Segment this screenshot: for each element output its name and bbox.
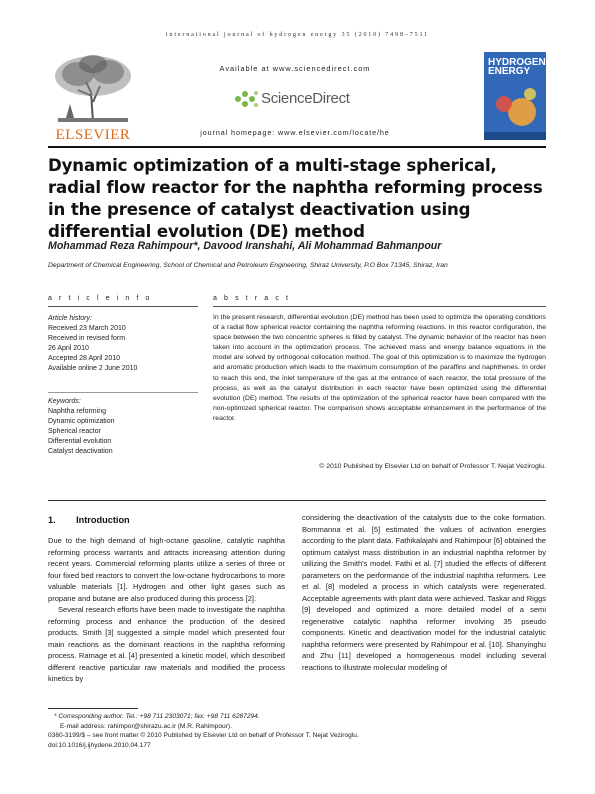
journal-homepage-text: journal homepage: www.elsevier.com/locate/he <box>200 128 390 137</box>
abstract-heading: a b s t r a c t <box>213 295 291 302</box>
intro-paragraph: Several research efforts have been made to investigate the naphtha reforming process and enhance the production of the desired products. Smith [3] suggested a simple model which presented four main reactions as the dominant reactions in the naphtha reforming process. Ramage et al. [4] presented a kinetic model, which described different reactive particular raw materials and modified the process kinetics by <box>48 605 285 683</box>
history-item: Received in revised form <box>48 335 126 342</box>
elsevier-tree-icon <box>48 52 138 126</box>
header-rule <box>48 146 546 148</box>
intro-right-column <box>302 512 546 673</box>
keyword-item: Spherical reactor <box>48 428 101 435</box>
history-item: Accepted 28 April 2010 <box>48 355 120 362</box>
keywords-label: Keywords: <box>48 398 81 405</box>
elsevier-logo <box>48 52 138 144</box>
keyword-item: Dynamic optimization <box>48 418 115 425</box>
email-note: E-mail address: rahimpor@shirazu.ac.ir (M.R. Rahimpour). <box>60 722 232 730</box>
keywords <box>48 397 198 457</box>
article-title: Dynamic optimization of a multi-stage spherical, radial flow reactor for the naphtha reforming process in the presence of catalyst deactivation using differential evolution (DE) method <box>48 156 543 241</box>
sciencedirect-wordmark: ScienceDirect <box>261 90 350 107</box>
history-label: Article history: <box>48 315 92 322</box>
abstract-bottom-rule <box>48 500 546 501</box>
keyword-item: Naphtha reforming <box>48 408 106 415</box>
keywords-rule <box>48 392 198 393</box>
keyword-item: Catalyst deactivation <box>48 448 113 455</box>
corresponding-author-note: * Corresponding author. Tel.: +98 711 2303071; fax: +98 711 6287294. <box>54 713 260 720</box>
journal-cover-title: HYDROGEN ENERGY <box>488 57 546 77</box>
sciencedirect-logo <box>233 88 393 110</box>
keyword-item: Differential evolution <box>48 438 112 445</box>
available-at-text: Available at www.sciencedirect.com <box>219 64 371 73</box>
intro-left-column <box>48 535 285 685</box>
journal-cover <box>484 52 546 140</box>
front-matter-note: 0360-3199/$ – see front matter © 2010 Published by Elsevier Ltd on behalf of Professor T. Nejat Veziroglu. <box>48 732 359 740</box>
intro-paragraph: considering the deactivation of the catalysts due to the coke formation. Bommanna et al. [5] estimated the values of activation energies according to the plant data. Fathikalajahi and Rahimpour [6] obtained the optimum catalyst mass distribution in an industrial naphtha reformer by utilizing the Smith's model. Fathi et al. [7] studied the effects of different parameters on the performance of the industrial naphtha reformers. Lee et al. [8] modeled a process in which catalysts were regenerated. Acceptable agreements with plant data were achieved. Taskar and Riggs [9] developed and optimized a more detailed model of a semi regenerative catalytic naphtha reformer involving 35 pseudo components. Kinetic and deactivation model for the industrial catalytic naphtha reformers were presented by Rahimpour et al. [10]. Shanyinghu and Zhu [11] developed a homogeneous model including several reactions to illustrate molecular modeling of <box>302 513 546 672</box>
article-history <box>48 314 198 374</box>
sciencedirect-dots-icon <box>233 89 259 109</box>
intro-heading: 1. Introduction <box>48 515 130 525</box>
doi-note: doi:10.1016/j.ijhydene.2010.04.177 <box>48 741 151 749</box>
history-item: 26 April 2010 <box>48 345 89 352</box>
article-info-heading: a r t i c l e i n f o <box>48 295 153 302</box>
history-item: Received 23 March 2010 <box>48 325 126 332</box>
elsevier-wordmark: ELSEVIER <box>55 127 131 143</box>
footnote-rule <box>48 708 138 709</box>
footnotes <box>48 712 546 750</box>
abstract-rule <box>213 306 546 307</box>
history-item: Available online 2 June 2010 <box>48 365 138 372</box>
cover-art-icon <box>484 52 546 140</box>
article-info-rule <box>48 306 198 307</box>
affiliation: Department of Chemical Engineering, School of Chemical and Petroleum Engineering, Shiraz University, P.O Box 71345, Shiraz, Iran <box>48 262 448 269</box>
author-list: Mohammad Reza Rahimpour*, Davood Iranshahi, Ali Mohammad Bahmanpour <box>48 240 442 252</box>
abstract-copyright: © 2010 Published by Elsevier Ltd on behalf of Professor T. Nejat Veziroglu. <box>319 463 546 470</box>
intro-paragraph: Due to the high demand of high-octane gasoline, catalytic naphtha reforming process warrants and attracts increasing attention during recent years. Commercial reforming plants utilize a series of three or four fixed bed reactors to convert the low-octane hydrocarbons to more valuable materials [1]. Hydrogen and other light gases such as propane and butane are also produced during this process [2]. <box>48 536 286 603</box>
journal-citation-line: international journal of hydrogen energy 35 (2010) 7498–7511 <box>165 31 430 38</box>
abstract-text: In the present research, differential evolution (DE) method has been used to optimize the operating conditions of a radial flow spherical reactor containing the naphtha reforming reactions. In this reactor configuration, the space between the two concentric spheres is filled by catalyst. The dynamic behavior of the reactor has been taken into account in the optimization process. The achieved mass and energy balance equations in the model are solved by orthogonal collocation method. The goal of this optimization is to maximize the hydrogen and aromatic production which leads to the maximum consumption of the paraffins and naphthenes. In order to reach this end, the inlet temperature of the gas at the entrance of each reactor, the total pressure of the process, as well as the catalyst distribution in each reactor have been optimized using the differential evolution (DE) method. The results of the optimization of the spherical reactor have been compared with the non-optimized spherical reactor. The comparison shows acceptable enhancement in the performance of the reactor. <box>213 314 546 422</box>
